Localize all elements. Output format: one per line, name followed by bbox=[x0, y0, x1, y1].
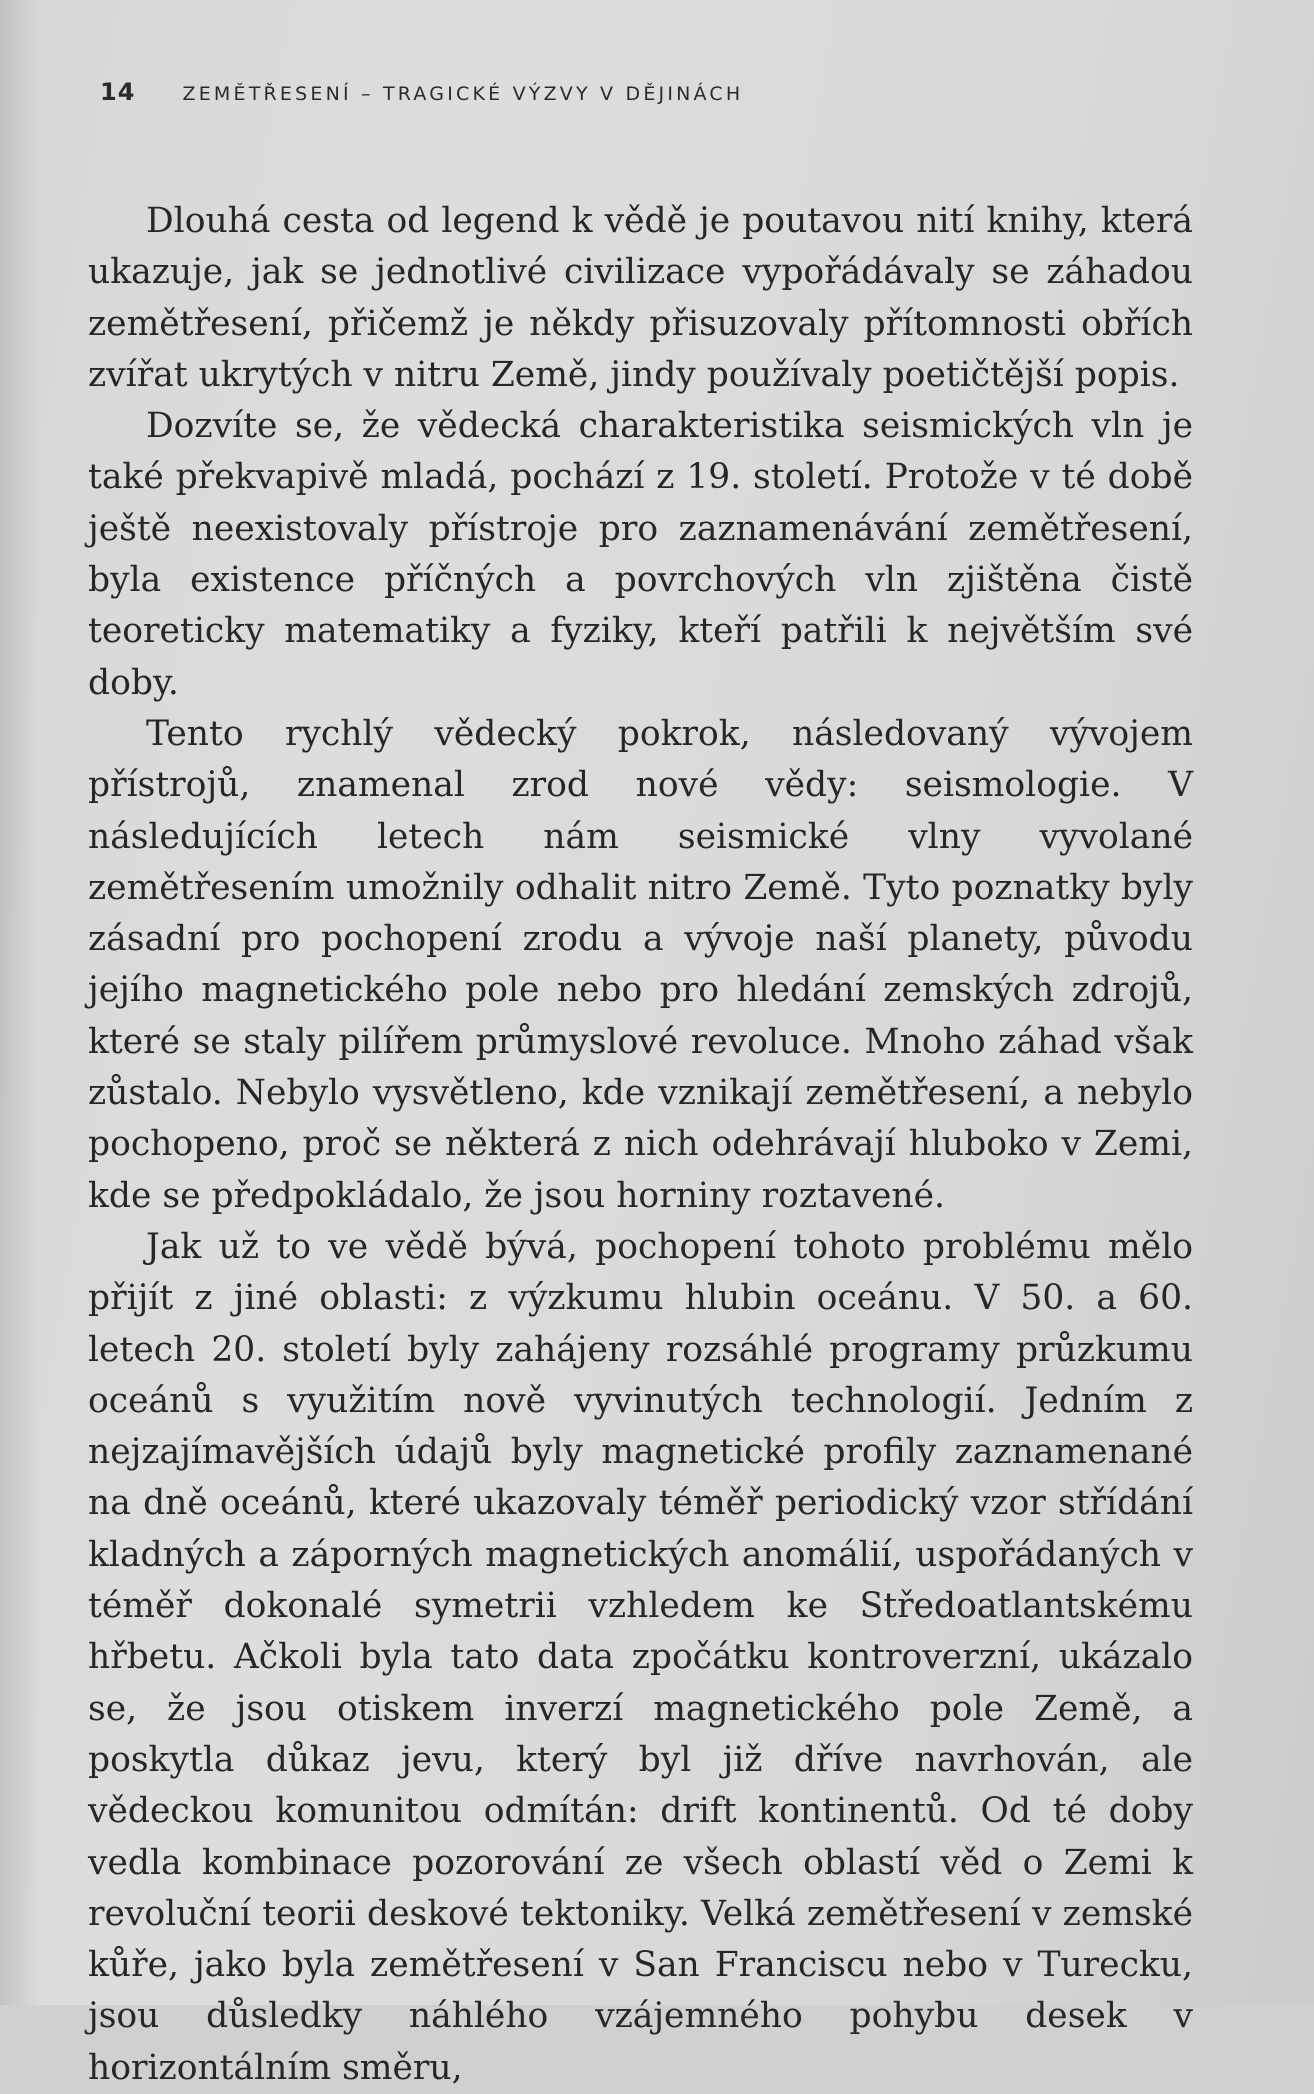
paragraph: Dlouhá cesta od legend k vědě je poutavou nití knihy, která ukazuje, jak se jednotlivé civilizace vypořádávaly se záhadou zemětřesení, přičemž je někdy přisuzovaly přítomnosti obřích zvířat ukrytých v nitru Země, jindy používaly poetičtější popis. bbox=[88, 201, 1193, 395]
running-title: ZEMĚTŘESENÍ – TRAGICKÉ VÝZVY V DĚJINÁCH bbox=[182, 83, 744, 105]
body-text bbox=[88, 196, 1193, 2094]
paragraph: Jak už to ve vědě bývá, pochopení tohoto problému mělo přijít z jiné oblasti: z výzkumu hlubin oceánu. V 50. a 60. letech 20. století byly zahájeny rozsáhlé programy průzkumu oceánů s využitím nově vyvinutých technologií. Jedním z nejzajímavějších údajů byly magnetické profily zaznamenané na dně oceánů, které ukazovaly téměř periodický vzor střídání kladných a záporných magnetických anomálií, uspořádaných v téměř dokonalé symetrii vzhledem ke Středoatlantskému hřbetu. Ačkoli byla tato data zpočátku kontroverzní, ukázalo se, že jsou otiskem inverzí magnetického pole Země, a poskytla důkaz jevu, který byl již dříve navrhován, ale vědeckou komunitou odmítán: drift kontinentů. Od té doby vedla kombinace pozorování ze všech oblastí věd o Zemi k revoluční teorii deskové tektoniky. Velká zemětřesení v zemské kůře, jako byla zemětřesení v San Franciscu nebo v Turecku, jsou důsledky náhlého vzájemného pohybu desek v horizontálním směru, bbox=[88, 1226, 1193, 2088]
page-number: 14 bbox=[100, 78, 136, 106]
running-header bbox=[100, 78, 743, 106]
page-gutter-shadow bbox=[0, 0, 40, 2005]
paragraph: Dozvíte se, že vědecká charakteristika seismických vln je také překvapivě mladá, pochází z 19. století. Protože v té době ještě neexistovaly přístroje pro zaznamenávání zemětřesení, byla existence příčných a povrchových vln zjištěna čistě teoreticky matematiky a fyziky, kteří patřili k největším své doby. bbox=[88, 406, 1193, 703]
paragraph: Tento rychlý vědecký pokrok, následovaný vývojem přístrojů, znamenal zrod nové vědy: seismologie. V následujících letech nám seismické vlny vyvolané zemětřesením umožnily odhalit nitro Země. Tyto poznatky byly zásadní pro pochopení zrodu a vývoje naší planety, původu jejího magnetického pole nebo pro hledání zemských zdrojů, které se staly pilířem průmyslové revoluce. Mnoho záhad však zůstalo. Nebylo vysvětleno, kde vznikají zemětřesení, a nebylo pochopeno, proč se některá z nich odehrávají hluboko v Zemi, kde se předpokládalo, že jsou horniny roztavené. bbox=[88, 713, 1193, 1216]
